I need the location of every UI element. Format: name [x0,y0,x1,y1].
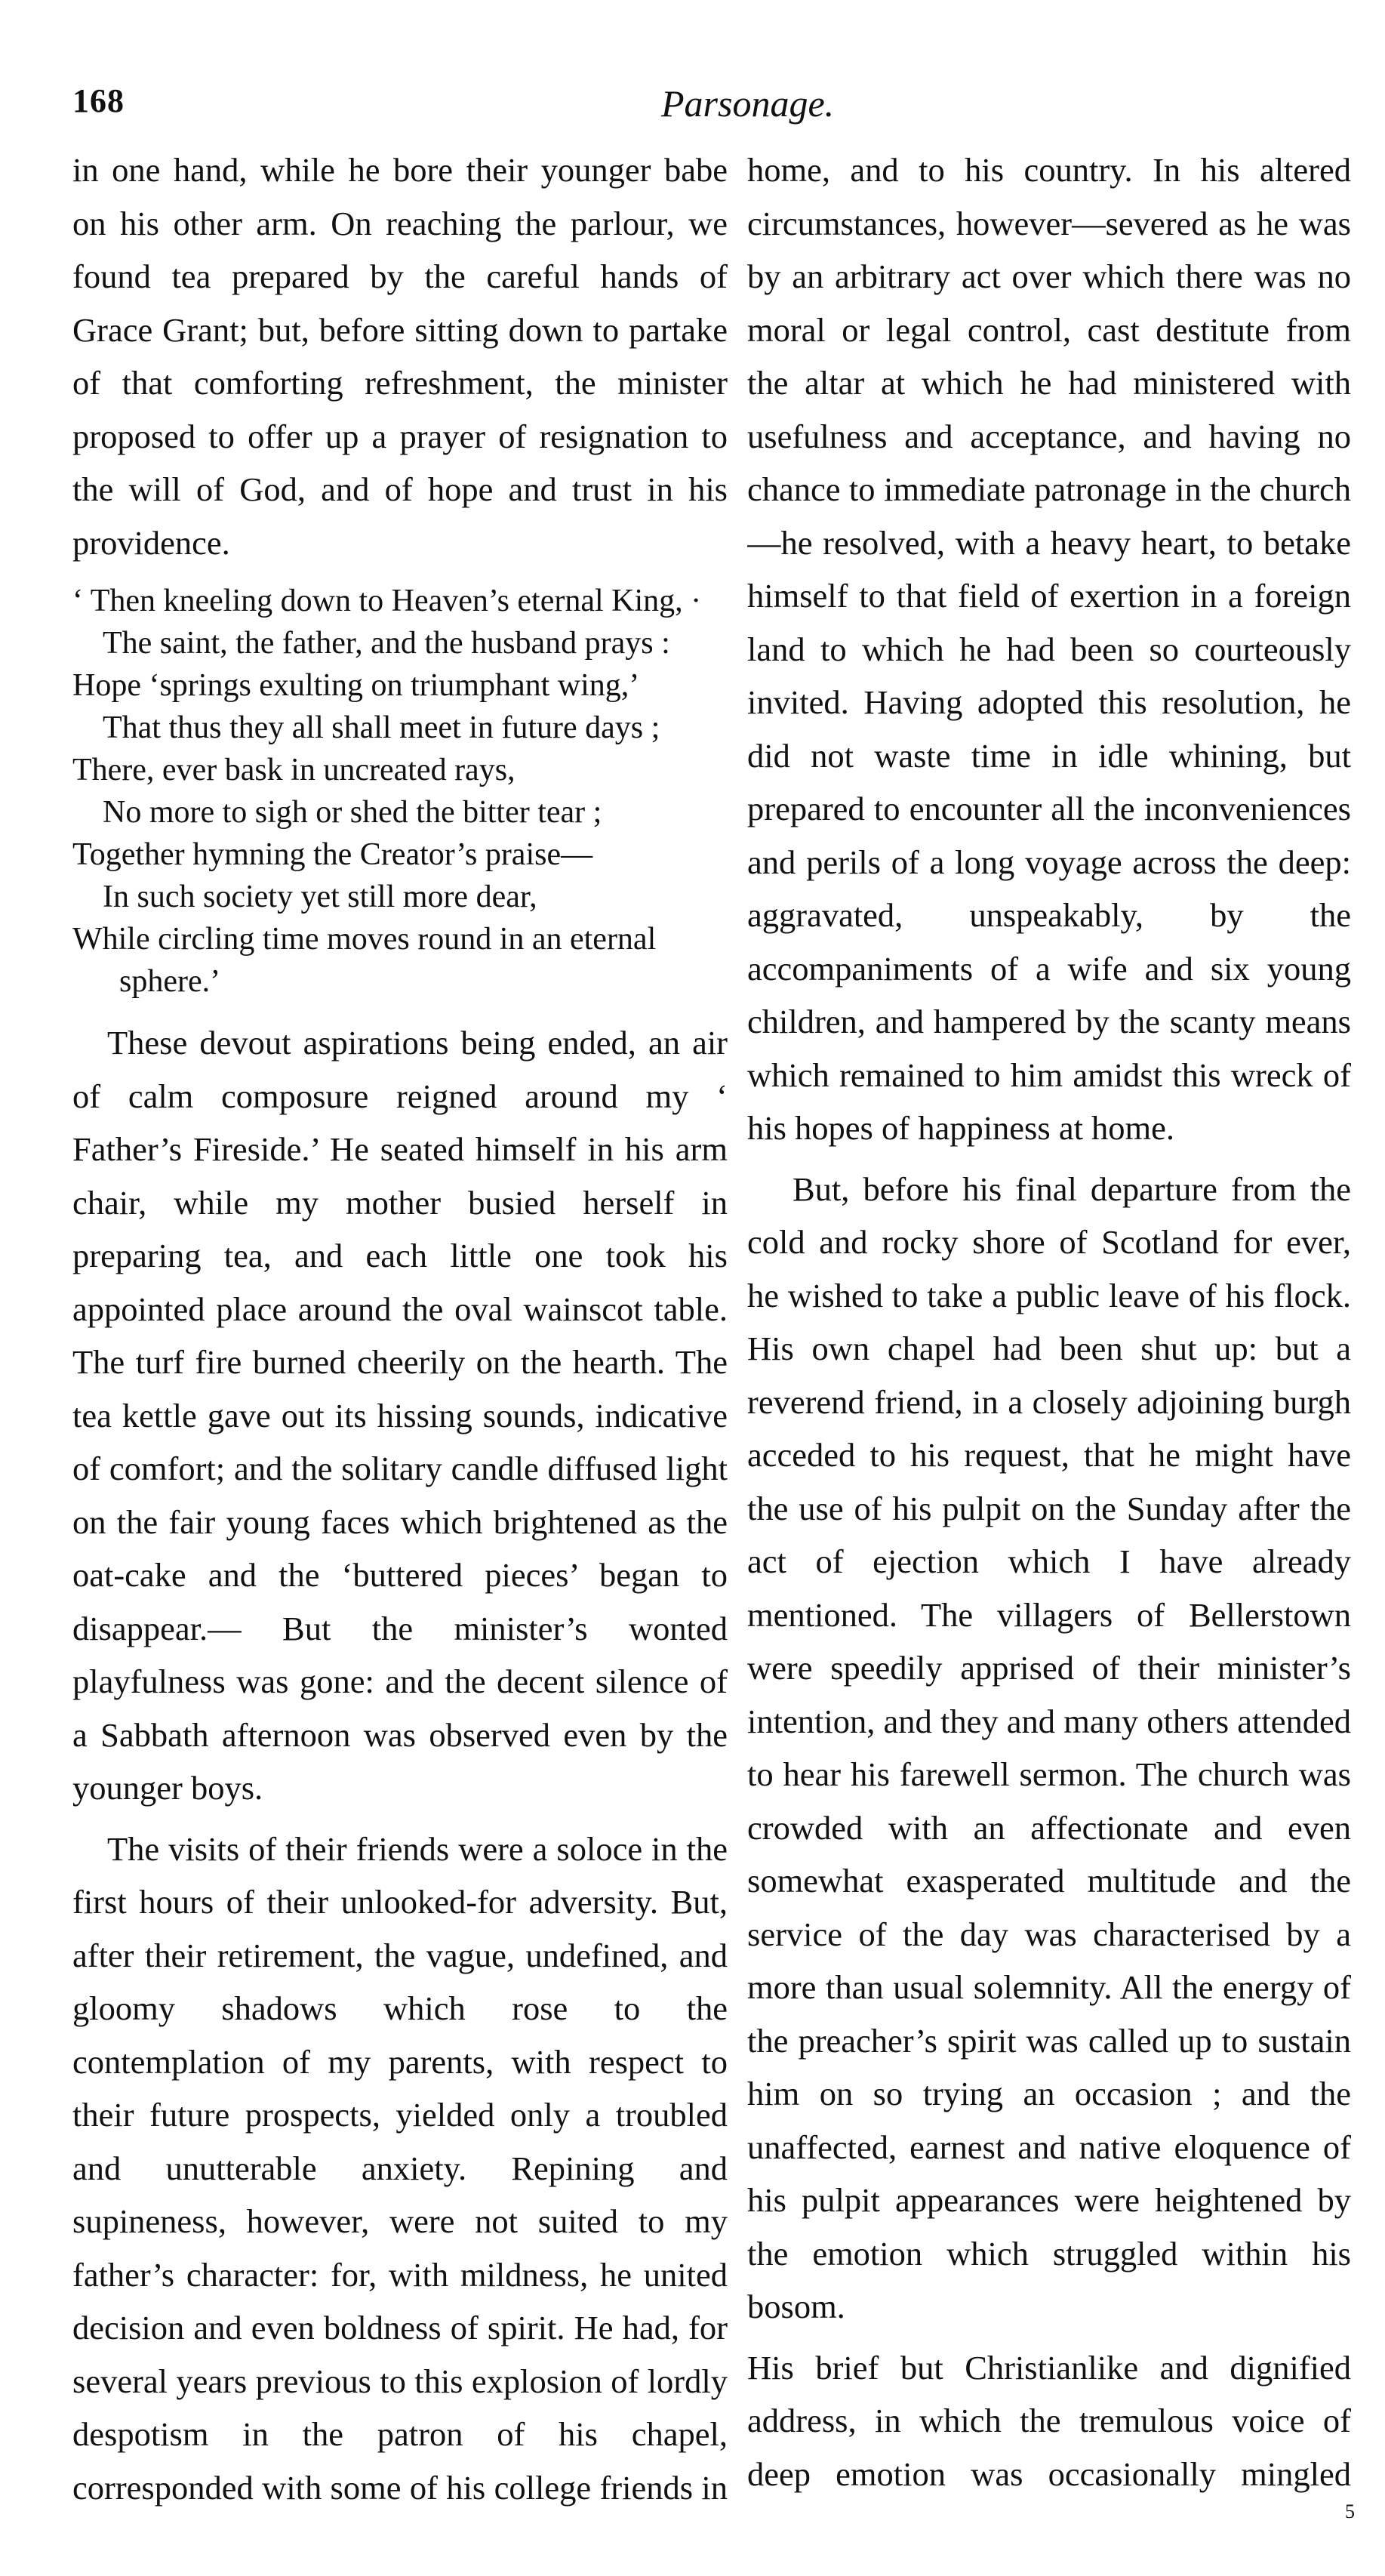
poem-line: No more to sigh or shed the bitter tear ; [103,795,602,830]
poem-line: Hope ‘springs exulting on triumphant wing,’ [72,668,640,703]
poem-stanza [72,580,728,1003]
poem-line: In such society yet still more dear, [103,880,537,914]
poem-line: Together hymning the Creator’s praise— [72,837,593,872]
poem-line: While circling time moves round in an eternal sphere.’ [72,922,657,999]
right-column [747,143,1351,2507]
left-paragraph-3: The visits of their friends were a soloce in the first hours of their unlooked-for adversity. But, after their retirement, the vague, undefined, and gloomy shadows which rose to the contemplation of my parents, with respect to their future prospects, yielded only a troubled and unutterable anxiety. Repining and supineness, however, were not suited to my father’s character: for, with mildness, he united decision and even boldness of spirit. He had, for several years previous to this explosion of lordly despotism in the patron of his chapel, corresponded with some of his college friends in [72,1829,728,2507]
left-column [72,143,728,2507]
right-paragraph-2: But, before his final departure from the cold and rocky shore of Scotland for ever, he wished to take a public leave of his flock. His own chapel had been shut up: but a reverend friend, in a closely adjoining burgh acceded to his request, that he might have the use of his pulpit on the Sunday after the act of ejection which I have already mentioned. The villagers of Bellerstown were speedily apprised of their minister’s intention, and they and many others attended to hear his farewell sermon. The church was crowded with an affectionate and even somewhat exasperated multitude and the service of the day was characterised by a more than usual solemnity. All the energy of the preacher’s spirit was called up to sustain him on so trying an occasion ; and the unaffected, earnest and native eloquence of his pulpit appearances were heightened by the emotion which struggled within his bosom. [747,1169,1351,2325]
left-paragraph-2: These devout aspirations being ended, an air of calm composure reigned around my ‘ Father’s Fireside.’ He seated himself in his arm chair, while my mother busied herself in preparing tea, and each little one took his appointed place around the oval wainscot table. The turf fire burned cheerily on the hearth. The tea kettle gave out its hissing sounds, indicative of comfort; and the solitary candle diffused light on the fair young faces which brightened as the oat-cake and the ‘buttered pieces’ began to disappear.— But the minister’s wonted playfulness was gone: and the decent silence of a Sabbath afternoon was observed even by the younger boys. [72,1024,728,1807]
poem-line: ‘ Then kneeling down to Heaven’s eternal King, · [72,584,702,618]
footer-mark: 5 [1345,2501,1355,2522]
poem-line: The saint, the father, and the husband prays : [103,626,670,661]
poem-line: That thus they all shall meet in future days ; [103,710,660,745]
left-paragraph-1: in one hand, while he bore their younger babe on his other arm. On reaching the parlour, we found tea prepared by the careful hands of Grace Grant; but, before sitting down to partake of that comforting refreshment, the minister proposed to offer up a prayer of resignation to the will of God, and of hope and trust in his providence. [72,151,728,562]
running-title: Parsonage. [661,82,835,125]
right-paragraph-3: His brief but Christianlike and dignified address, in which the tremulous voice of deep emotion was occasionally mingled [747,2348,1351,2493]
poem-line: There, ever bask in uncreated rays, [72,753,516,787]
page-header [72,82,1325,142]
page-number: 168 [72,82,125,119]
right-paragraph-1: home, and to his country. In his altered circumstances, however—severed as he was by an arbitrary act over which there was no moral or legal control, cast destitute from the altar at which he had ministered with usefulness and acceptance, and having no chance to immediate patronage in the church—he resolved, with a heavy heart, to betake himself to that field of exertion in a foreign land to which he had been so courteously invited. Having adopted this resolution, he did not waste time in idle whining, but prepared to encounter all the inconveniences and perils of a long voyage across the deep: aggravated, unspeakably, by the accompaniments of a wife and six young children, and hampered by the scanty means which remained to him amidst this wreck of his hopes of happiness at home. [747,151,1351,1147]
